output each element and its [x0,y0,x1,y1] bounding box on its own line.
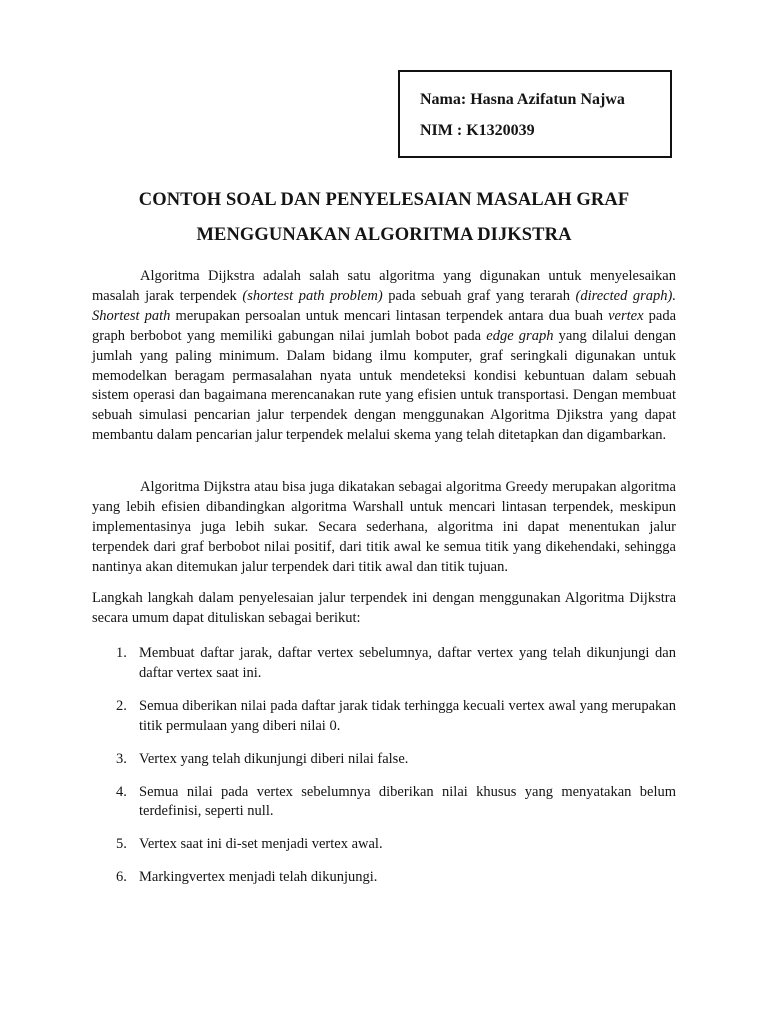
list-item [92,868,676,888]
paragraph-text: merupakan persoalan untuk mencari lintasan terpendek antara dua buah [170,307,609,324]
student-nim: NIM : K1320039 [420,122,535,139]
student-identity-box [398,70,672,158]
paragraph-greedy: Algoritma Dijkstra atau bisa juga dikatakan sebagai algoritma Greedy merupakan algoritma yang lebih efisien dibandingkan algoritma Warshall untuk mencari lintasan terpendek, meskipun implementasinya juga lebih sukar. Secara sederhana, algoritma ini dapat menentukan jalur terpendek dari graf berbobot nilai positif, dari titik awal ke semua titik yang dikehendaki, sehingga nantinya akan ditemukan jalur terpendek dari titik awal dan titik tujuan. [92,479,676,575]
list-item-text: Membuat daftar jarak, daftar vertex sebelumnya, daftar vertex yang telah dikunjungi dan daftar vertex saat ini. [139,645,676,681]
list-item [92,697,676,737]
italic-term: (directed graph). Shortest path [92,287,676,324]
student-name: Nama: Hasna Azifatun Najwa [420,91,625,108]
list-item [92,644,676,684]
paragraph-steps-intro: Langkah langkah dalam penyelesaian jalur terpendek ini dengan menggunakan Algoritma Dijkstra secara umum dapat dituliskan sebagai berikut: [92,590,676,626]
list-item-text: Markingvertex menjadi telah dikunjungi. [139,869,378,886]
list-item-text: Semua nilai pada vertex sebelumnya diberikan nilai khusus yang menyatakan belum terdefinisi, seperti null. [139,783,676,820]
list-number: 1. [116,645,127,661]
list-item [92,750,676,770]
paragraph-text: yang dilalui dengan jumlah yang paling minimum. Dalam bidang ilmu komputer, graf seringkali digunakan untuk memodelkan beragam permasalahan nyata untuk mendeteksi kondisi kebuntuan dalam sebuah sistem operasi dan bagaimana merencanakan rute yang efisien untuk transportasi. Dengan membuat sebuah simulasi pencarian jalur terpendek dengan menggunakan Algoritma Djikstra yang dapat membantu dalam pencarian jalur terpendek melalui skema yang telah ditetapkan dan digambarkan. [92,327,677,444]
italic-term: (shortest path problem) [242,287,383,304]
list-item-text: Semua diberikan nilai pada daftar jarak tidak terhingga kecuali vertex awal yang merupakan titik permulaan yang diberi nilai 0. [139,697,676,734]
list-number: 6. [116,869,127,886]
document-title-line-2: MENGGUNAKAN ALGORITMA DIJKSTRA [196,225,572,245]
list-number: 4. [116,783,127,800]
list-item [92,783,676,823]
paragraph-text: pada graph berbobot yang memiliki gabungan nilai jumlah bobot pada [92,307,677,344]
list-item [92,835,676,855]
list-item-text: Vertex yang telah dikunjungi diberi nilai false. [139,750,409,767]
paragraph-text: pada sebuah graf yang terarah [382,287,576,304]
steps-list [92,644,676,901]
list-number: 5. [116,836,127,853]
list-item-text: Vertex saat ini di-set menjadi vertex awal. [139,836,383,853]
document-title-line-1: CONTOH SOAL DAN PENYELESAIAN MASALAH GRAF [138,190,630,210]
paragraph-text: Algoritma Dijkstra adalah salah satu algoritma yang digunakan untuk menyelesaikan masalah jarak terpendek [92,268,676,304]
paragraph-intro [92,267,676,446]
list-number: 3. [116,750,127,767]
list-number: 2. [116,697,127,714]
italic-term: edge graph [486,327,554,344]
italic-term: vertex [608,307,644,324]
